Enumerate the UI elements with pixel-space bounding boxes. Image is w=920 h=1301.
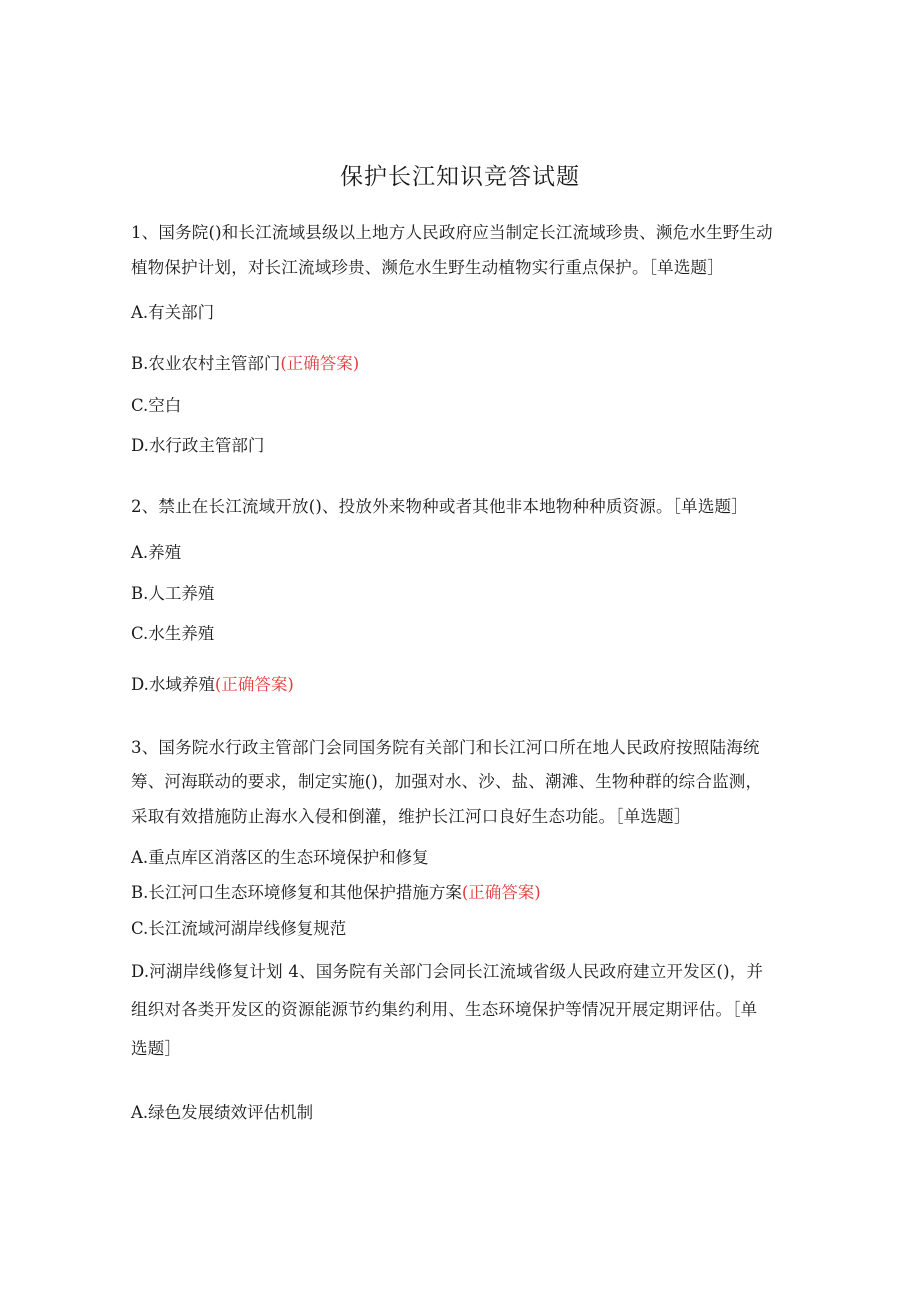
- question-2-option-c: [131, 622, 791, 646]
- option-text: A.养殖: [131, 543, 182, 562]
- option-text: A.有关部门: [131, 303, 215, 322]
- question-1-option-c: [131, 394, 791, 418]
- option-text: C.长江流域河湖岸线修复规范: [131, 919, 347, 938]
- question-3-option-d-question-4-line-1: D.河湖岸线修复计划 4、国务院有关部门会同长江流域省级人民政府建立开发区()，并: [131, 962, 764, 981]
- question-1-option-b: [131, 352, 791, 376]
- question-3-line-2: 筹、河海联动的要求，制定实施()，加强对水、沙、盐、潮滩、生物种群的综合监测，: [131, 772, 763, 791]
- question-2-line-1: 2、禁止在长江流域开放()、投放外来物种或者其他非本地物种种质资源。［单选题］: [131, 497, 748, 516]
- question-4-line-3: 选题］: [131, 1039, 182, 1058]
- option-text: C.水生养殖: [131, 624, 215, 643]
- correct-answer-mark: (正确答案): [461, 883, 541, 902]
- question-3-line-3: 采取有效措施防止海水入侵和倒灌，维护长江河口良好生态功能。［单选题］: [131, 807, 691, 826]
- option-text: C.空白: [131, 396, 182, 415]
- question-1-option-d: [131, 434, 791, 458]
- question-3-line-1: 3、国务院水行政主管部门会同国务院有关部门和长江河口所在地人民政府按照陆海统: [131, 738, 760, 757]
- option-text: B.农业农村主管部门: [131, 354, 281, 373]
- correct-answer-mark: (正确答案): [214, 675, 294, 694]
- question-2-option-d: [131, 673, 791, 697]
- question-3-option-c: [131, 917, 791, 941]
- option-text: B.人工养殖: [131, 584, 215, 603]
- question-4-option-a: [131, 1101, 791, 1125]
- option-text: D.水行政主管部门: [131, 436, 265, 455]
- question-2-option-a: [131, 541, 791, 565]
- document-title: 保护长江知识竞答试题: [340, 164, 580, 190]
- correct-answer-mark: (正确答案): [280, 354, 360, 373]
- option-text: B.长江河口生态环境修复和其他保护措施方案: [131, 883, 462, 902]
- question-1-option-a: [131, 301, 791, 325]
- question-3-option-a: [131, 846, 791, 870]
- question-3-option-b: [131, 881, 791, 905]
- option-text: A.重点库区消落区的生态环境保护和修复: [131, 848, 429, 867]
- question-4-line-2: 组织对各类开发区的资源能源节约集约利用、生态环境保护等情况开展定期评估。［单: [131, 1000, 758, 1019]
- question-2-option-b: [131, 582, 791, 606]
- option-text: D.水域养殖: [131, 675, 215, 694]
- question-1-line-1: 1、国务院()和长江流域县级以上地方人民政府应当制定长江流域珍贵、濒危水生野生动: [131, 223, 773, 242]
- option-text: A.绿色发展绩效评估机制: [131, 1103, 314, 1122]
- question-1-line-2: 植物保护计划，对长江流域珍贵、濒危水生野生动植物实行重点保护。［单选题］: [131, 258, 724, 277]
